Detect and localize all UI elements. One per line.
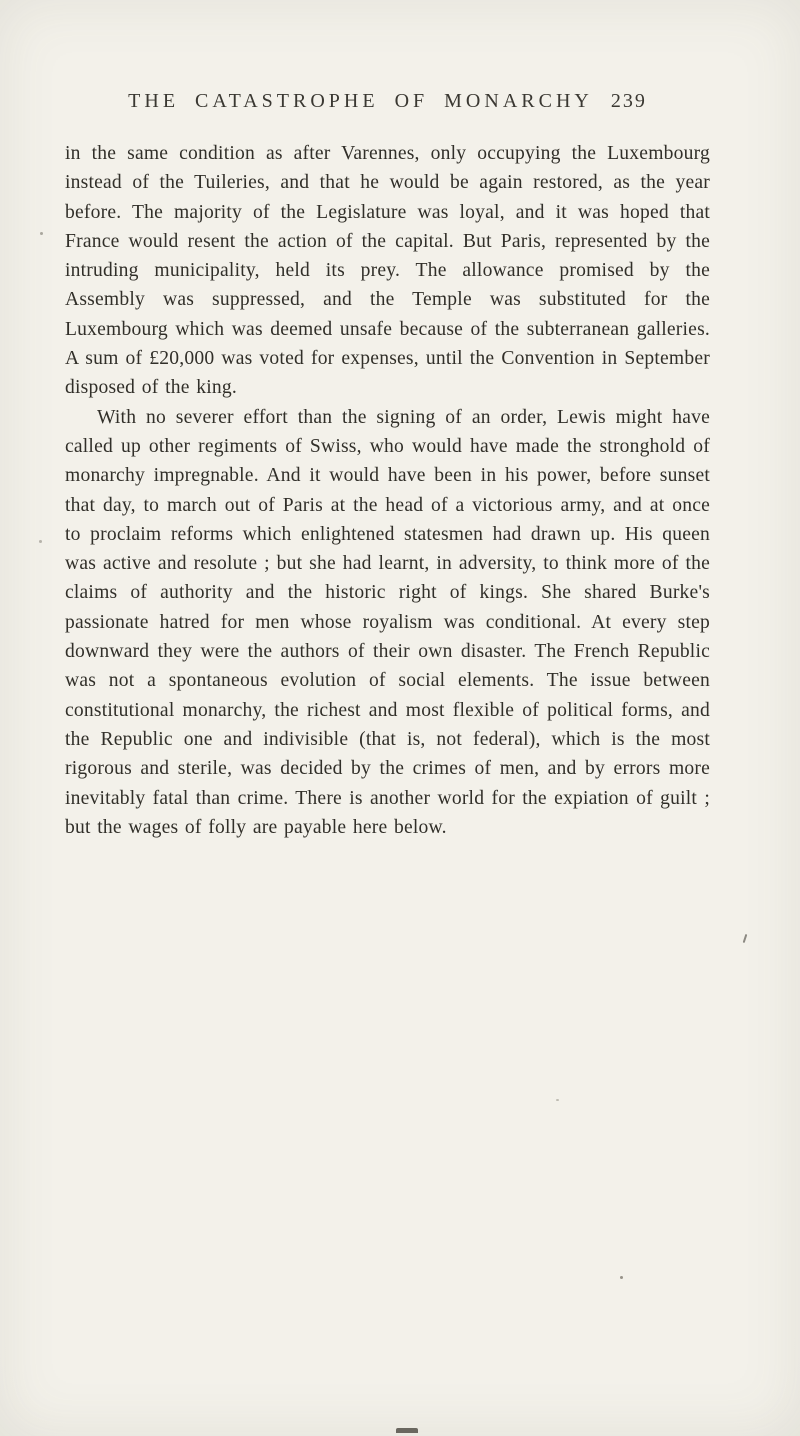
paragraph-2: With no severer effort than the signing of an order, Lewis might have called up other regiments of Swiss, who would have made the stronghold of monarchy impregnable. And it would have been in his power, before sunset that day, to march out of Paris at the head of a victorious army, and at once to proclaim reforms which enlightened statesmen had drawn up. His queen was active and resolute ; but she had learnt, in adversity, to think more of the claims of authority and the historic right of kings. She shared Burke's passionate hatred for men whose royalism was conditional. At every step downward they were the authors of their own disaster. The French Republic was not a spontaneous evolution of social elements. The issue between constitutional monarchy, the richest and most flexible of political forms, and the Republic one and indivisible (that is, not federal), which is the most rigorous and sterile, was decided by the crimes of men, and by errors more inevitably fatal than crime. There is another world for the expiation of guilt ; but the wages of folly are payable here below.	[65, 406, 710, 838]
paragraph-1: in the same condition as after Varennes, only occupying the Luxembourg instead of the Tuileries, and that he would be again restored, as the year before. The majority of the Legislature was loyal, and it was hoped that France would resent the action of the capital. But Paris, represented by the intruding municipality, held its prey. The allowance promised by the Assembly was suppressed, and the Temple was substituted for the Luxembourg which was deemed unsafe because of the subterranean galleries. A sum of £20,000 was voted for expenses, until the Convention in September disposed of the king.	[65, 143, 710, 399]
scan-speck	[40, 232, 43, 235]
scan-speck	[556, 1099, 559, 1101]
page-number: 239	[610, 90, 647, 112]
page-title: THE CATASTROPHE OF MONARCHY	[128, 90, 593, 112]
page-body	[65, 139, 710, 842]
scan-tick-mark	[743, 934, 748, 943]
running-header	[65, 90, 710, 113]
scan-speck	[620, 1276, 623, 1279]
scan-edge-mark	[396, 1428, 418, 1433]
scan-speck	[39, 540, 42, 543]
